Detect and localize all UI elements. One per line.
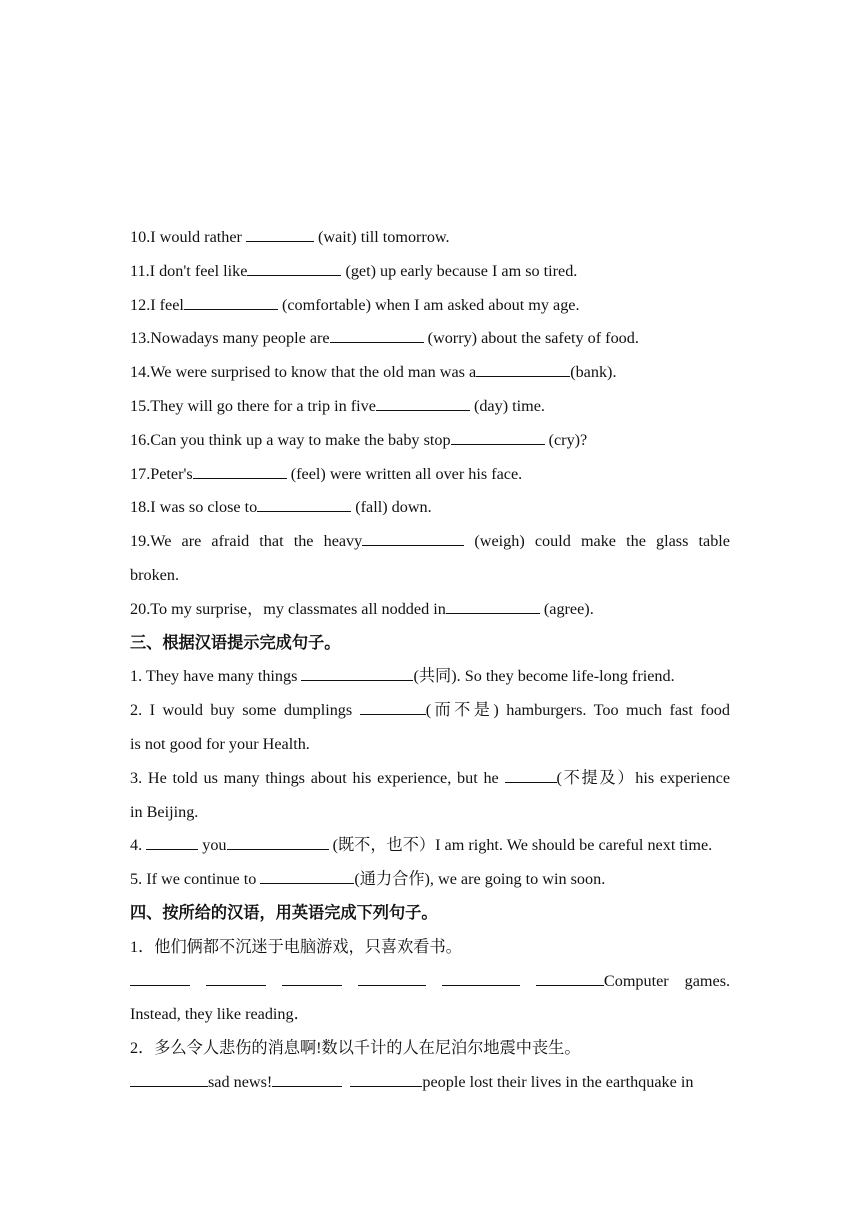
question-text: (feel) were written all over his face. [286,464,523,483]
answer-blank[interactable] [130,1071,208,1087]
answer-blank[interactable] [505,767,557,783]
question-text: 12.I feel [130,295,184,314]
question-text: (fall) down. [351,498,432,517]
answer-blank[interactable] [206,970,266,986]
question-text: (通力合作), we are going to win soon. [354,870,606,889]
worksheet-content [130,222,730,1101]
question-19-continued [130,560,730,594]
question-text: 3. He told us many things about his experience, but he [130,768,505,787]
answer-word: Computer [603,971,669,990]
sentence-3-continued [130,797,730,831]
answer-blank[interactable] [272,1071,342,1087]
section-3-heading: 三、根据汉语提示完成句子。 [130,633,341,652]
question-text: (day) time. [469,396,545,415]
answer-blank[interactable] [446,598,540,614]
answer-blank[interactable] [442,970,520,986]
question-17 [130,459,730,493]
answer-blank[interactable] [362,530,464,546]
question-text: 18.I was so close to [130,498,258,517]
answer-blank[interactable] [358,970,426,986]
question-text: 13.Nowadays many people are [130,329,330,348]
question-text: 14.We were surprised to know that the old man was a [130,363,477,382]
question-19 [130,526,730,560]
question-text: is not good for your Health. [130,734,310,753]
answer-blank[interactable] [146,834,198,850]
answer-blank[interactable] [246,226,314,242]
answer-blank[interactable] [247,260,341,276]
question-15 [130,391,730,425]
question-11 [130,256,730,290]
answer-blank[interactable] [350,1071,422,1087]
sentence-2 [130,695,730,729]
answer-blank[interactable] [184,294,278,310]
sentence-1 [130,661,730,695]
answer-word: people lost their lives in the earthquake in [422,1072,694,1091]
question-text: 11.I don't feel like [130,261,248,280]
answer-blank[interactable] [360,699,426,715]
question-text: you [198,836,227,855]
answer-blank[interactable] [476,361,570,377]
question-text: (bank). [570,363,617,382]
question-text: 1. They have many things [130,667,302,686]
question-text: (cry)? [544,430,588,449]
question-13 [130,323,730,357]
answer-blank[interactable] [330,327,424,343]
question-text: (get) up early because I am so tired. [341,261,578,280]
translation-1-answer [130,966,730,1000]
answer-blank[interactable] [130,970,190,986]
question-text: 4. [130,836,147,855]
answer-blank[interactable] [260,868,354,884]
question-16 [130,425,730,459]
answer-word: games. [684,971,731,990]
answer-blank[interactable] [536,970,604,986]
question-text: (comfortable) when I am asked about my age. [277,295,580,314]
question-text: (共同). So they become life-long friend. [413,667,675,686]
question-text: (agree). [539,599,594,618]
question-text: 15.They will go there for a trip in five [130,396,376,415]
question-text: (worry) about the safety of food. [423,329,639,348]
sentence-3 [130,763,730,797]
question-10 [130,222,730,256]
question-text: (wait) till tomorrow. [313,228,450,246]
question-text: (既不，也不）I am right. We should be careful next time. [328,836,713,855]
answer-blank[interactable] [451,429,545,445]
question-text: 5. If we continue to [130,870,261,889]
translation-2-answer [130,1067,730,1101]
answer-blank[interactable] [193,463,287,479]
question-text: 10.I would rather [130,228,246,246]
question-18 [130,492,730,526]
sentence-5 [130,864,730,898]
answer-word: sad news! [208,1072,273,1091]
answer-blank[interactable] [257,496,351,512]
section-4-heading: 四、按所给的汉语，用英语完成下列句子。 [130,903,438,922]
question-20 [130,594,730,628]
sentence-4 [130,830,730,864]
sentence-2-continued [130,729,730,763]
answer-blank[interactable] [227,834,329,850]
translation-1-chinese: 1．他们俩都不沉迷于电脑游戏，只喜欢看书。 [130,937,462,956]
question-14 [130,357,730,391]
answer-blank[interactable] [282,970,342,986]
question-text: in Beijing. [130,802,199,821]
translation-2-chinese: 2．多么令人悲伤的消息啊!数以千计的人在尼泊尔地震中丧生。 [130,1039,581,1058]
question-text: broken. [130,565,179,584]
answer-blank[interactable] [301,665,413,681]
question-text: (而不是) hamburgers. Too much fast food [425,701,730,720]
question-text: (weigh) could make the glass table [464,532,730,551]
question-12 [130,290,730,324]
translation-1-continued: Instead, they like reading． [130,1005,310,1024]
question-text: 17.Peter's [130,464,193,483]
question-text: 19.We are afraid that the heavy [130,532,363,551]
question-text: (不提及）his experience [556,768,730,787]
question-text: 20.To my surprise，my classmates all nodded in [130,599,446,618]
question-text: 16.Can you think up a way to make the baby stop [130,430,451,449]
answer-blank[interactable] [376,395,470,411]
question-text: 2. I would buy some dumplings [130,701,360,720]
